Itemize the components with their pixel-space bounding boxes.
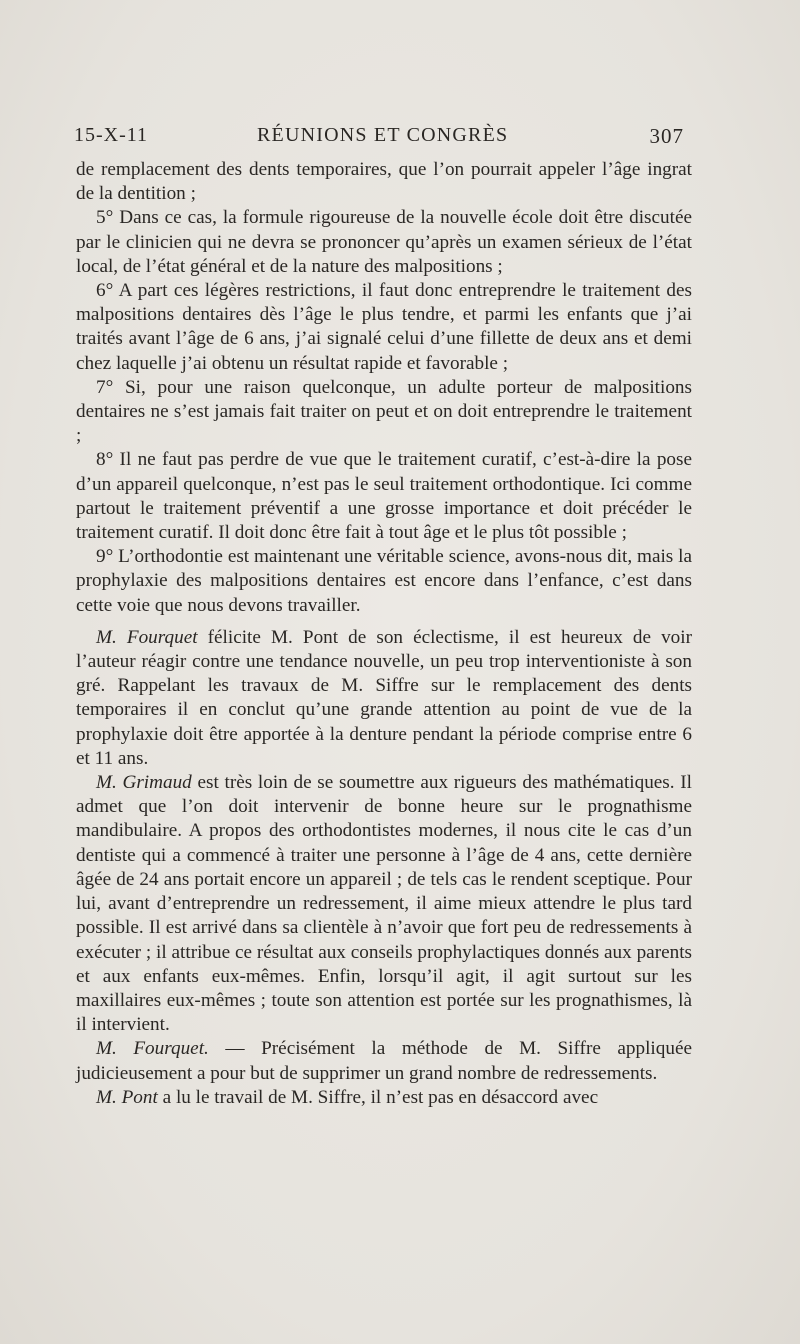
paragraph-text: 8° Il ne faut pas perdre de vue que le traitement curatif, c’est-à-dire la pose d’un appareil quelconque, n’est pas le seul traitement orthodontique. Ici comme partout le traitement préventif a une grosse importance et doit précéder le traitement curatif. Il doit donc être fait à tout âge et le plus tôt possible ;: [76, 449, 692, 544]
paragraph-continuation: [76, 158, 692, 206]
paragraph-text: est très loin de se soumettre aux rigueurs des mathématiques. Il admet que l’on doit intervenir de bonne heure sur le prognathisme mandibulaire. A propos des orthodontistes modernes, il nous cite le cas d’un dentiste qui a commencé à traiter une personne à l’âge de 4 ans, cette dernière âgée de 24 ans portait encore un appareil ; de tels cas le rendent sceptique. Pour lui, avant d’entreprendre un redressement, il aime mieux attendre le plus tard possible. Il est arrivé dans sa clientèle à n’avoir que fort peu de redressements à exécuter ; il attribue ce résultat aux conseils prophylactiques donnés aux parents et aux enfants eux-mêmes. Enfin, lorsqu’il agit, il agit surtout sur les maxillaires eux-mêmes ; toute son attention est portée sur les prognathismes, là il intervient.: [76, 772, 692, 1036]
paragraph-fourquet-reply: [76, 1037, 692, 1085]
paragraph-text: 9° L’orthodontie est maintenant une véritable science, avons-nous dit, mais la prophylaxie des malpositions dentaires est encore dans l’enfance, c’est dans cette voie que nous devons travailler.: [76, 546, 692, 616]
header-date: 15-X-11: [74, 124, 149, 146]
paragraph-pont: [76, 1086, 692, 1110]
speaker-name: M. Fourquet.: [96, 1038, 209, 1060]
paragraph-text: 5° Dans ce cas, la formule rigoureuse de la nouvelle école doit être discutée par le clinicien qui ne devra se prononcer qu’après un examen sérieux de l’état local, de l’état général et de la nature des malpositions ;: [76, 207, 692, 277]
speaker-name: M. Pont: [96, 1086, 158, 1108]
speaker-name: M. Fourquet: [96, 626, 198, 648]
paragraph-text: 7° Si, pour une raison quelconque, un adulte porteur de malpositions dentaires ne s’est jamais fait traiter on peut et on doit entreprendre le traitement ;: [76, 376, 692, 447]
paragraph-point-8: [76, 448, 692, 545]
paragraph-grimaud: [76, 771, 692, 1037]
running-header: [74, 124, 684, 154]
paragraph-text: félicite M. Pont de son éclectisme, il est heureux de voir l’auteur réagir contre une tendance nouvelle, un peu trop interventioniste à son gré. Rappelant les travaux de M. Siffre sur le remplacement des dents temporaires il en conclut qu’une grande attention au point de vue de la prophylaxie doit être apportée à la denture pendant la période comprise entre 6 et 11 ans.: [76, 626, 692, 769]
paragraph-point-6: [76, 279, 692, 376]
body-text: [76, 158, 692, 1110]
paragraph-fourquet: [76, 626, 692, 771]
speaker-name: M. Grimaud: [96, 772, 192, 794]
paragraph-point-7: [76, 376, 692, 449]
paragraph-text: de remplacement des dents temporaires, que l’on pourrait appeler l’âge ingrat de la dentition ;: [76, 159, 692, 205]
paragraph-point-5: [76, 206, 692, 279]
paragraph-text: a lu le travail de M. Siffre, il n’est pas en désaccord avec: [157, 1086, 599, 1108]
paragraph-point-9: [76, 545, 692, 618]
page-number: 307: [649, 124, 684, 148]
header-title: RÉUNIONS ET CONGRÈS: [257, 124, 509, 146]
paragraph-text: — Précisément la méthode de M. Siffre appliquée judicieusement a pour but de supprimer un grand nombre de redressements.: [76, 1038, 692, 1084]
paragraph-text: 6° A part ces légères restrictions, il faut donc entreprendre le traitement des malpositions dentaires dès l’âge le plus tendre, et parmi les enfants que j’ai traités avant l’âge de 6 ans, j’ai signalé celui d’une fillette de deux ans et demi chez laquelle j’ai obtenu un résultat rapide et favorable ;: [76, 280, 692, 374]
